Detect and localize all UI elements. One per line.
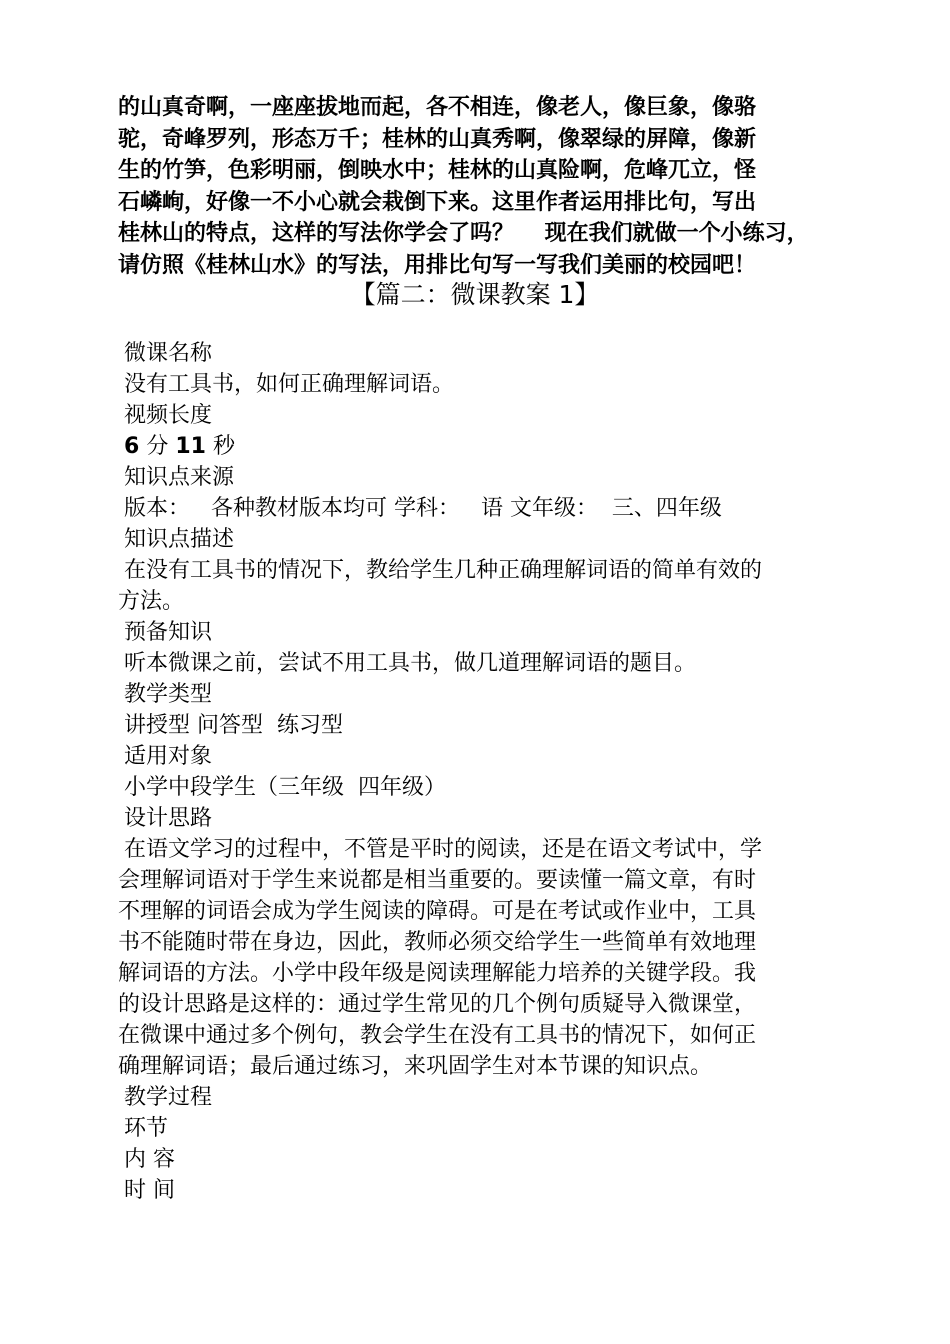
- field-value-description-line: 在没有工具书的情况下，教给学生几种正确理解词语的简单有效的: [124, 558, 763, 583]
- field-value-description-line: 方法。: [118, 589, 185, 614]
- field-value-name: 没有工具书，如何正确理解词语。: [124, 372, 455, 397]
- intro-line: 驼，奇峰罗列，形态万千；桂林的山真秀啊，像翠绿的屏障，像新: [118, 126, 757, 152]
- intro-line: 桂林山的特点，这样的写法你学会了吗？ 现在我们就做一个小练习，: [118, 221, 809, 246]
- field-value-teaching-type: 讲授型 问答型 练习型: [124, 713, 343, 738]
- field-label-audience: 适用对象: [124, 744, 213, 769]
- field-label-process: 教学过程: [124, 1085, 213, 1110]
- length-minutes-number: 6: [124, 434, 140, 459]
- field-label-description: 知识点描述: [124, 527, 235, 552]
- design-line: 解词语的方法。小学中段年级是阅读理解能力培养的关键学段。我: [118, 961, 757, 986]
- intro-line: 生的竹笋，色彩明丽，倒映水中；桂林的山真险啊，危峰兀立，怪: [118, 158, 757, 183]
- length-seconds-unit: 秒: [212, 434, 235, 459]
- design-line: 在微课中通过多个例句，教会学生在没有工具书的情况下，如何正: [118, 1023, 757, 1048]
- design-line: 在语文学习的过程中，不管是平时的阅读，还是在语文考试中，学: [124, 837, 763, 862]
- field-value-design: [118, 834, 838, 1082]
- field-label-name: 微课名称: [124, 341, 213, 366]
- length-minutes-unit: 分: [146, 434, 169, 459]
- table-header-step: 环节: [124, 1116, 169, 1141]
- length-seconds-number: 11: [175, 434, 206, 459]
- field-label-design: 设计思路: [124, 806, 213, 831]
- intro-paragraph: [118, 92, 878, 281]
- design-line: 会理解词语对于学生来说都是相当重要的。要读懂一篇文章，有时: [118, 868, 757, 893]
- design-line: 不理解的词语会成为学生阅读的障碍。可是在考试或作业中，工具: [118, 899, 757, 924]
- field-value-audience: 小学中段学生（三年级 四年级）: [124, 775, 446, 800]
- field-value-length: [118, 431, 838, 462]
- intro-line: 的山真奇啊，一座座拔地而起，各不相连，像老人，像巨象，像骆: [118, 95, 757, 120]
- field-value-prerequisite: 听本微课之前，尝试不用工具书，做几道理解词语的题目。: [124, 651, 697, 676]
- intro-line: 请仿照《桂林山水》的写法，用排比句写一写我们美丽的校园吧！: [118, 252, 757, 278]
- field-label-source: 知识点来源: [124, 465, 235, 490]
- design-line: 书不能随时带在身边，因此，教师必须交给学生一些简单有效地理: [118, 930, 757, 955]
- design-line: 确理解词语；最后通过练习，来巩固学生对本节课的知识点。: [118, 1054, 713, 1079]
- field-value-source: 版本： 各种教材版本均可 学科： 语 文年级： 三、四年级: [124, 496, 722, 521]
- field-label-prerequisite: 预备知识: [124, 620, 213, 645]
- table-header-time: 时 间: [124, 1178, 175, 1203]
- design-line: 的设计思路是这样的：通过学生常见的几个例句质疑导入微课堂，: [118, 992, 757, 1017]
- intro-line: 石嶙峋，好像一不小心就会栽倒下来。这里作者运用排比句，写出: [118, 189, 757, 215]
- table-header-content: 内 容: [124, 1147, 175, 1172]
- section-heading: 【篇二：微课教案 1】: [350, 280, 600, 309]
- field-label-length: 视频长度: [124, 403, 213, 428]
- lesson-plan-body: [118, 338, 838, 1206]
- field-label-teaching-type: 教学类型: [124, 682, 213, 707]
